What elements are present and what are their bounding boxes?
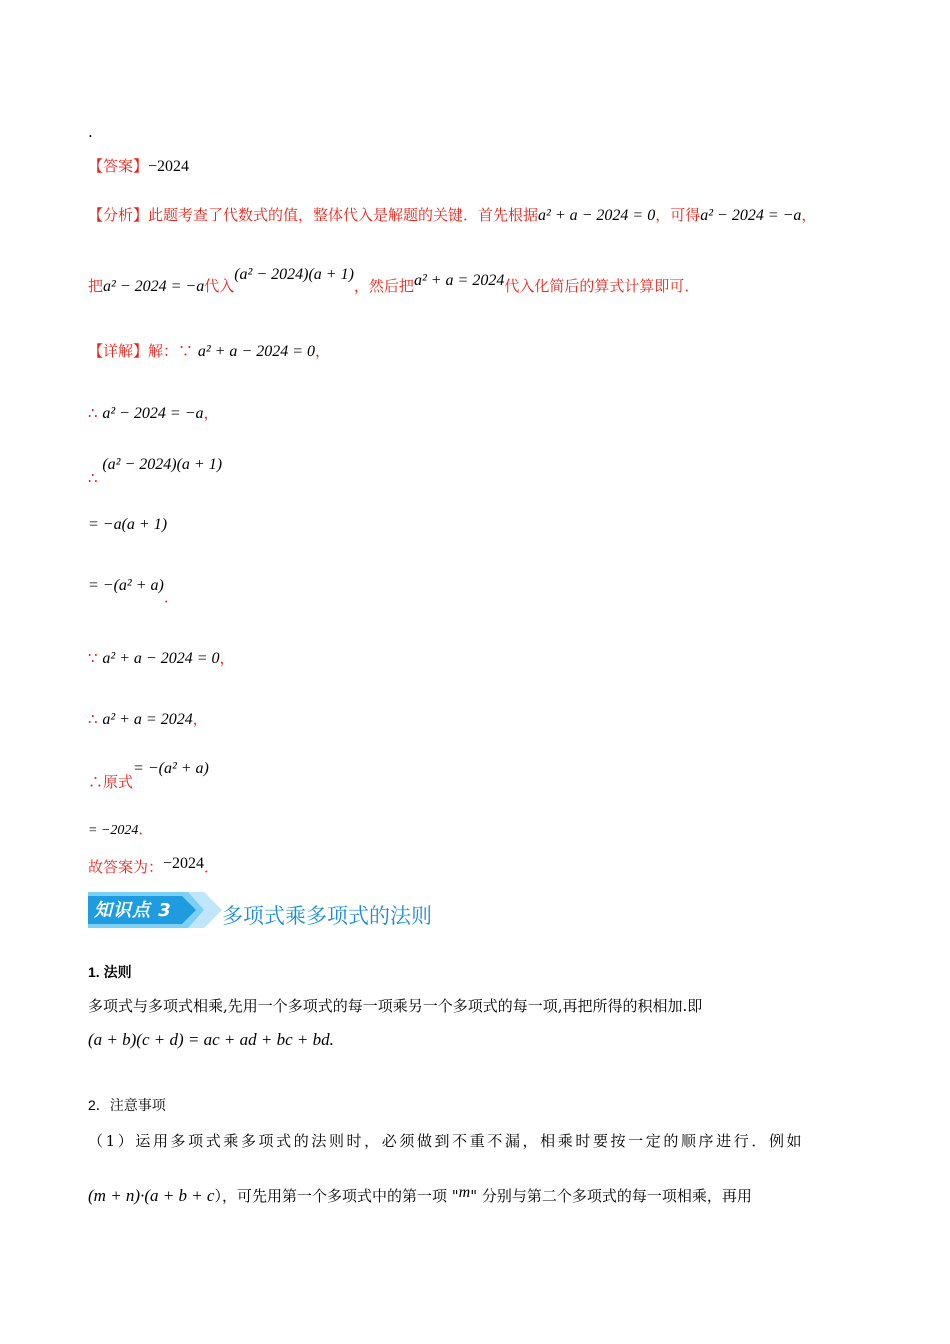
knowledge-point-banner	[88, 890, 448, 934]
detail-end: ，	[192, 710, 208, 728]
detail-formula: a² + a − 2024 = 0	[197, 343, 316, 360]
therefore-symbol: ∴	[88, 469, 98, 487]
detail-line-2	[88, 403, 219, 424]
detail-line-4	[88, 514, 167, 535]
analysis-formula: (a² − 2024)(a + 1)	[234, 266, 354, 283]
detail-formula: a² − 2024 = −a	[102, 405, 204, 422]
answer-tag: 【答案】	[88, 157, 149, 175]
detail-line-8	[88, 760, 209, 793]
analysis-text: 此题考查了代数式的值，整体代入是解题的关键．首先根据	[148, 206, 539, 224]
detail-formula: = −(a² + a)	[133, 760, 209, 777]
analysis-text: ，可得	[655, 206, 701, 224]
section2-text: " 分别与第二个多项式的每一项相乘，再用	[470, 1187, 752, 1205]
detail-line-1	[88, 341, 330, 362]
section2-formula: (m + n)·(a + b + c	[88, 1186, 215, 1205]
analysis-formula: a² + a − 2024 = 0	[538, 207, 656, 224]
section2-heading: 2．注意事项	[88, 1097, 166, 1113]
therefore-symbol: ∴	[88, 773, 104, 791]
section2-paragraph-1: （1）运用多项式乘多项式的法则时，必须做到不重不漏，相乘时要按一定的顺序进行．例如	[88, 1132, 805, 1150]
detail-jie: 解：	[148, 342, 179, 360]
analysis-formula: a² − 2024 = −a	[103, 278, 205, 295]
detail-end: ．	[163, 588, 179, 606]
detail-end: ，	[203, 404, 219, 422]
section2-paragraph-2	[88, 1186, 752, 1207]
analysis-line-1	[88, 205, 816, 226]
analysis-text: 代入化简后的算式计算即可．	[504, 277, 700, 295]
detail-tag: 【详解】	[88, 342, 149, 360]
final-value: −2024	[163, 855, 205, 872]
final-answer-line	[88, 857, 219, 878]
detail-end: ，	[219, 649, 235, 667]
answer-line	[88, 156, 189, 177]
banner-title: 多项式乘多项式的法则	[222, 904, 432, 928]
badge-label: 知识点 3	[94, 900, 172, 921]
analysis-text: ，	[801, 206, 817, 224]
leading-dot: .	[88, 123, 93, 141]
detail-formula: (a² − 2024)(a + 1)	[102, 456, 223, 473]
detail-line-6	[88, 648, 235, 669]
detail-line-5	[88, 575, 179, 606]
detail-line-9	[88, 819, 153, 841]
final-label: 故答案为：	[88, 858, 164, 876]
analysis-formula: a² − 2024 = −a	[700, 207, 802, 224]
analysis-tag: 【分析】	[88, 206, 149, 224]
analysis-text: 把	[88, 277, 104, 295]
section1-formula-text: (a + b)(c + d) = ac + ad + bc + bd.	[88, 1030, 334, 1049]
because-symbol: ∵	[178, 342, 194, 360]
section1-text: 多项式与多项式相乘,先用一个多项式的每一项乘另一个多项式的每一项,再把所得的积相加.即	[88, 997, 703, 1015]
section1-formula	[88, 1030, 334, 1050]
detail-formula: = −2024	[88, 823, 139, 838]
section2-variable: m	[458, 1184, 471, 1201]
answer-value: −2024	[148, 158, 190, 175]
detail-formula: = −a(a + 1)	[88, 516, 168, 533]
detail-line-7	[88, 709, 208, 730]
section1-heading: 1. 法则	[88, 964, 132, 980]
analysis-formula: a² + a = 2024	[413, 272, 505, 289]
yuanshi-label: 原式	[103, 773, 134, 791]
therefore-symbol: ∴	[88, 710, 98, 728]
section2-text: ），可先用第一个多项式中的第一项 "	[214, 1187, 459, 1205]
therefore-symbol: ∴	[88, 404, 98, 422]
final-end: ．	[204, 858, 220, 876]
detail-formula: a² + a − 2024 = 0	[102, 650, 220, 667]
analysis-text: ，然后把	[353, 277, 414, 295]
analysis-line-2	[88, 266, 700, 297]
detail-formula: a² + a = 2024	[102, 711, 193, 728]
analysis-text: 代入	[204, 277, 235, 295]
detail-end: ，	[315, 342, 331, 360]
because-symbol: ∵	[88, 649, 98, 667]
detail-end: ．	[138, 820, 154, 838]
detail-formula: = −(a² + a)	[88, 577, 164, 594]
detail-line-3	[88, 454, 223, 487]
